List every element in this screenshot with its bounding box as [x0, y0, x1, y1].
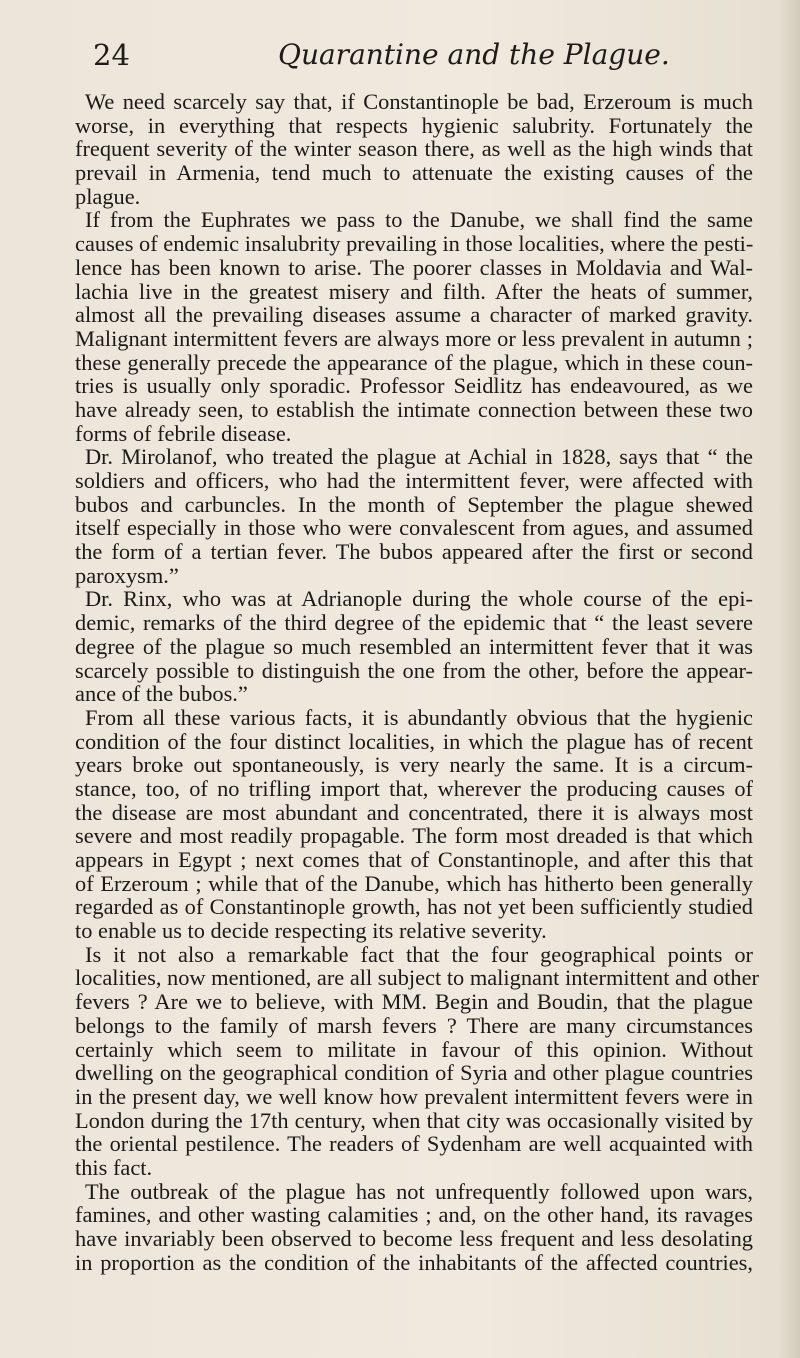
text-line: Malignant intermittent fevers are always more or less prevalent in autumn ;: [75, 325, 753, 351]
text-line: the oriental pestilence. The readers of Sydenham are well acquainted with: [75, 1131, 753, 1157]
text-line: lachia live in the greatest misery and filth. After the heats of summer,: [75, 278, 753, 304]
text-line: scarcely possible to distinguish the one from the other, before the appear-: [75, 657, 753, 683]
text-line: in the present day, we well know how prevalent intermittent fevers were in: [75, 1083, 753, 1109]
text-line: famines, and other wasting calamities ; and, on the other hand, its ravages: [75, 1202, 753, 1228]
text-line: almost all the prevailing diseases assume a character of marked gravity.: [75, 302, 753, 328]
text-line: From all these various facts, it is abundantly obvious that the hygienic: [85, 704, 753, 730]
text-line: years broke out spontaneously, is very nearly the same. It is a circum-: [75, 752, 753, 778]
text-line: appears in Egypt ; next comes that of Constantinople, and after this that: [75, 847, 753, 872]
text-line: plague.: [75, 183, 141, 209]
text-line: itself especially in those who were convalescent from agues, and assumed: [75, 515, 753, 541]
text-line: regarded as of Constantinople growth, has not yet been sufficiently studied: [75, 894, 753, 920]
text-line: frequent severity of the winter season there, as well as the high winds that: [75, 136, 753, 162]
text-line: prevail in Armenia, tend much to attenuate the existing causes of the: [75, 160, 753, 186]
text-line: If from the Euphrates we pass to the Danube, we shall find the same: [85, 207, 753, 233]
text-line: Is it not also a remarkable fact that the four geographical points or: [85, 941, 753, 967]
text-line: causes of endemic insalubrity prevailing in those localities, where the pesti-: [75, 231, 754, 257]
text-line: in proportion as the condition of the inhabitants of the affected countries,: [75, 1249, 753, 1275]
text-line: belongs to the family of marsh fevers ? There are many circumstances: [75, 1012, 753, 1038]
text-line: severe and most readily propagable. The form most dreaded is that which: [75, 823, 753, 849]
text-line: bubos and carbuncles. In the month of September the plague shewed: [75, 491, 753, 517]
page-edge-shadow: [778, 0, 800, 1358]
page-number: 24: [93, 38, 130, 72]
text-line: the disease are most abundant and concentrated, there it is always most: [75, 799, 753, 825]
text-line: lence has been known to arise. The poorer classes in Moldavia and Wal-: [75, 254, 753, 280]
text-line: of Erzeroum ; while that of the Danube, which has hitherto been generally: [75, 870, 753, 896]
text-line: The outbreak of the plague has not unfrequently followed upon wars,: [85, 1178, 753, 1204]
text-line: worse, in everything that respects hygienic salubrity. Fortunately the: [75, 112, 753, 138]
text-line: localities, now mentioned, are all subject to malignant intermittent and other: [75, 965, 759, 991]
text-line: have invariably been observed to become less frequent and less desolating: [75, 1226, 753, 1251]
text-line: Dr. Mirolanof, who treated the plague at Achial in 1828, says that “ the: [85, 444, 753, 470]
text-line: forms of febrile disease.: [75, 420, 292, 446]
text-line: tries is usually only sporadic. Professor Seidlitz has endeavoured, as we: [75, 373, 753, 399]
page-header: [93, 38, 733, 82]
body-text: [75, 89, 759, 1275]
text-line: soldiers and officers, who had the intermittent fever, were affected with: [75, 468, 753, 493]
text-line: Dr. Rinx, who was at Adrianople during the whole course of the epi-: [85, 586, 753, 612]
text-line: paroxysm.”: [75, 562, 179, 588]
text-line: these generally precede the appearance of the plague, which in these coun-: [75, 349, 753, 375]
text-line: We need scarcely say that, if Constantinople be bad, Erzeroum is much: [85, 89, 753, 114]
text-line: the form of a tertian fever. The bubos appeared after the first or second: [75, 539, 753, 565]
text-line: ance of the bubos.”: [75, 681, 248, 707]
running-head-title: Quarantine and the Plague.: [278, 38, 670, 71]
text-line: fevers ? Are we to believe, with MM. Begin and Boudin, that the plague: [75, 989, 753, 1015]
text-line: stance, too, of no trifling import that, wherever the producing causes of: [75, 775, 753, 801]
text-line: to enable us to decide respecting its relative severity.: [75, 918, 547, 944]
text-line: this fact.: [75, 1154, 153, 1180]
text-line: have already seen, to establish the intimate connection between these two: [75, 396, 753, 422]
text-line: degree of the plague so much resembled an intermittent fever that it was: [75, 633, 753, 659]
text-line: demic, remarks of the third degree of the epidemic that “ the least severe: [75, 610, 753, 636]
text-line: dwelling on the geographical condition of Syria and other plague countries: [75, 1060, 753, 1086]
text-line: condition of the four distinct localities, in which the plague has of recent: [75, 728, 753, 754]
text-line: London during the 17th century, when that city was occasionally visited by: [75, 1107, 753, 1133]
text-line: certainly which seem to militate in favour of this opinion. Without: [75, 1036, 753, 1062]
